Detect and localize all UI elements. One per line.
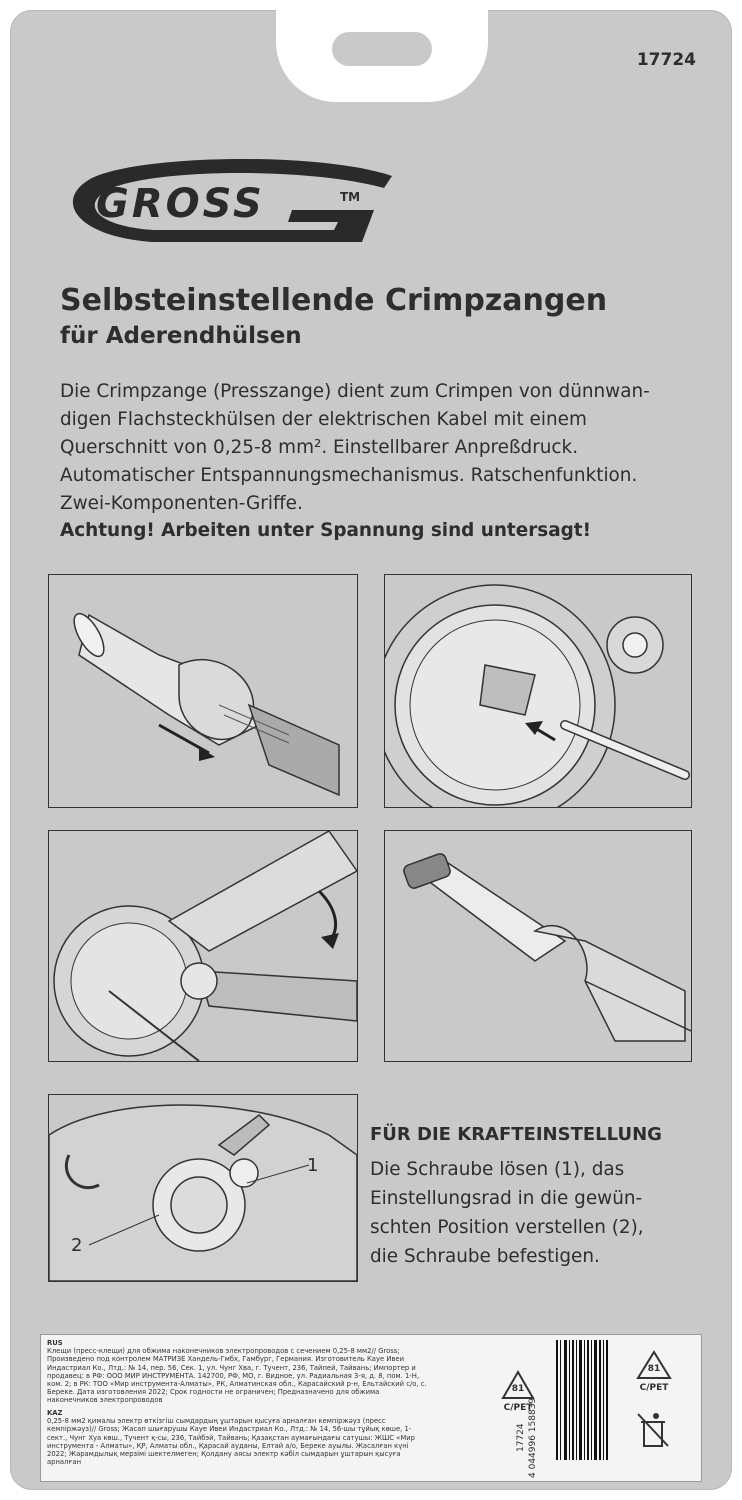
safety-warning: Achtung! Arbeiten unter Spannung sind untersagt! xyxy=(60,520,591,541)
recycle-symbol-card xyxy=(634,1350,674,1393)
product-subtitle: für Aderendhülsen xyxy=(60,323,302,349)
adjustment-line: die Schraube befestigen. xyxy=(370,1246,600,1267)
adjustment-line: Einstellungsrad in die gewün- xyxy=(370,1188,643,1209)
recycle-code: 81 xyxy=(511,1384,525,1394)
recycle-type: C/PET xyxy=(639,1383,669,1393)
product-code: 17724 xyxy=(636,50,696,70)
label-kaz-text: 0,25-8 мм2 қималы электр өткізгіш сымдардың ұштарын қысуға арналған кемпіржәуз (пресс кемпіржәуз)// Gross; Жасап шығарушы Кауе Ивеи Индастриал Ко., Лтд.: № 14, 56-шы тұйық көше, 1-сект., Чунг Хуа көш., Тучент қ-сы, 236, Тайбэй, Тайвань; Қазақстан аумағындағы сатушы: ЖШС «Мир инструмента - Алматы», ҚР, Алматы обл., Қарасай ауданы, Елтай а/о, Береке ауылы. Жасалған күні 2022; Жарамдылық мерзімі шектелмеген; Қолдану аясы электр кәбіл сымдарын ұштарын қысуға арналған xyxy=(47,1417,415,1467)
callout-1: 1 xyxy=(307,1155,319,1176)
description-line: Querschnitt von 0,25-8 mm². Einstellbarer Anpreßdruck. xyxy=(60,437,579,458)
label-kaz xyxy=(47,1409,427,1466)
illustration-die-insert xyxy=(384,574,692,808)
barcode xyxy=(536,1340,614,1460)
product-description xyxy=(60,378,700,518)
label-rus xyxy=(47,1339,427,1405)
description-line: Die Crimpzange (Presszange) dient zum Crimpen von dünnwan- xyxy=(60,381,650,402)
hang-tab xyxy=(276,10,488,102)
hang-hole xyxy=(332,32,432,66)
product-title: Selbsteinstellende Crimpzangen xyxy=(60,283,608,318)
trademark-symbol: TM xyxy=(340,190,361,204)
adjustment-instructions xyxy=(370,1155,700,1271)
description-line: Automatischer Entspannungsmechanismus. Ratschenfunktion. xyxy=(60,465,638,486)
label-kaz-header: KAZ xyxy=(47,1409,63,1417)
label-rus-text: Клещи (пресс-клещи) для обжима наконечников электропроводов с сечением 0,25-8 мм2// Gross; Произведено под контролем МАТРИЗЕ Хандель-Гмбх, Гамбург, Германия. Изготовитель Кауе Ивеи Индастриал Ко., Лтд.: № 14, пер. 56, Сек. 1, ул. Чунг Хва, г. Тучент, 236, Тайпей, Тайвань; Импортер и продавец: в РФ: ООО МИР ИНСТРУМЕНТА. 142700, РФ, МО, г. Видное, ул. Радиальная 3-я, д. 8, пом. 1-Н, ком. 2; в РК: ТОО «Мир инструмента-Алматы», РК, Алматинская обл., Карасайский р-н, Ельтайский с/о, с. Береке. Дата изготовления 2022; Срок годности не ограничен; Предназначено для обжима наконечников электропроводов xyxy=(47,1347,427,1405)
recycle-code: 81 xyxy=(647,1364,661,1374)
illustration-insert-wire xyxy=(48,574,358,808)
illustration-adjustment xyxy=(48,1094,358,1282)
illustration-crimp xyxy=(48,830,358,1062)
adjustment-line: Die Schraube lösen (1), das xyxy=(370,1159,625,1180)
barcode-digits: 4 044996 158839 xyxy=(528,1397,538,1478)
recycle-type: C/PET xyxy=(503,1403,533,1413)
description-line: Zwei-Komponenten-Griffe. xyxy=(60,493,303,514)
brand-name: GROSS xyxy=(96,181,265,227)
label-rus-header: RUS xyxy=(47,1339,63,1347)
description-line: digen Flachsteckhülsen der elektrischen Kabel mit einem xyxy=(60,409,587,430)
adjustment-line: schten Position verstellen (2), xyxy=(370,1217,644,1238)
adjustment-title: FÜR DIE KRAFTEINSTELLUNG xyxy=(370,1124,662,1145)
barcode-product-code: 17724 xyxy=(516,1423,526,1452)
trash-bin-icon xyxy=(636,1412,670,1448)
illustration-result xyxy=(384,830,692,1062)
callout-2: 2 xyxy=(71,1235,83,1256)
